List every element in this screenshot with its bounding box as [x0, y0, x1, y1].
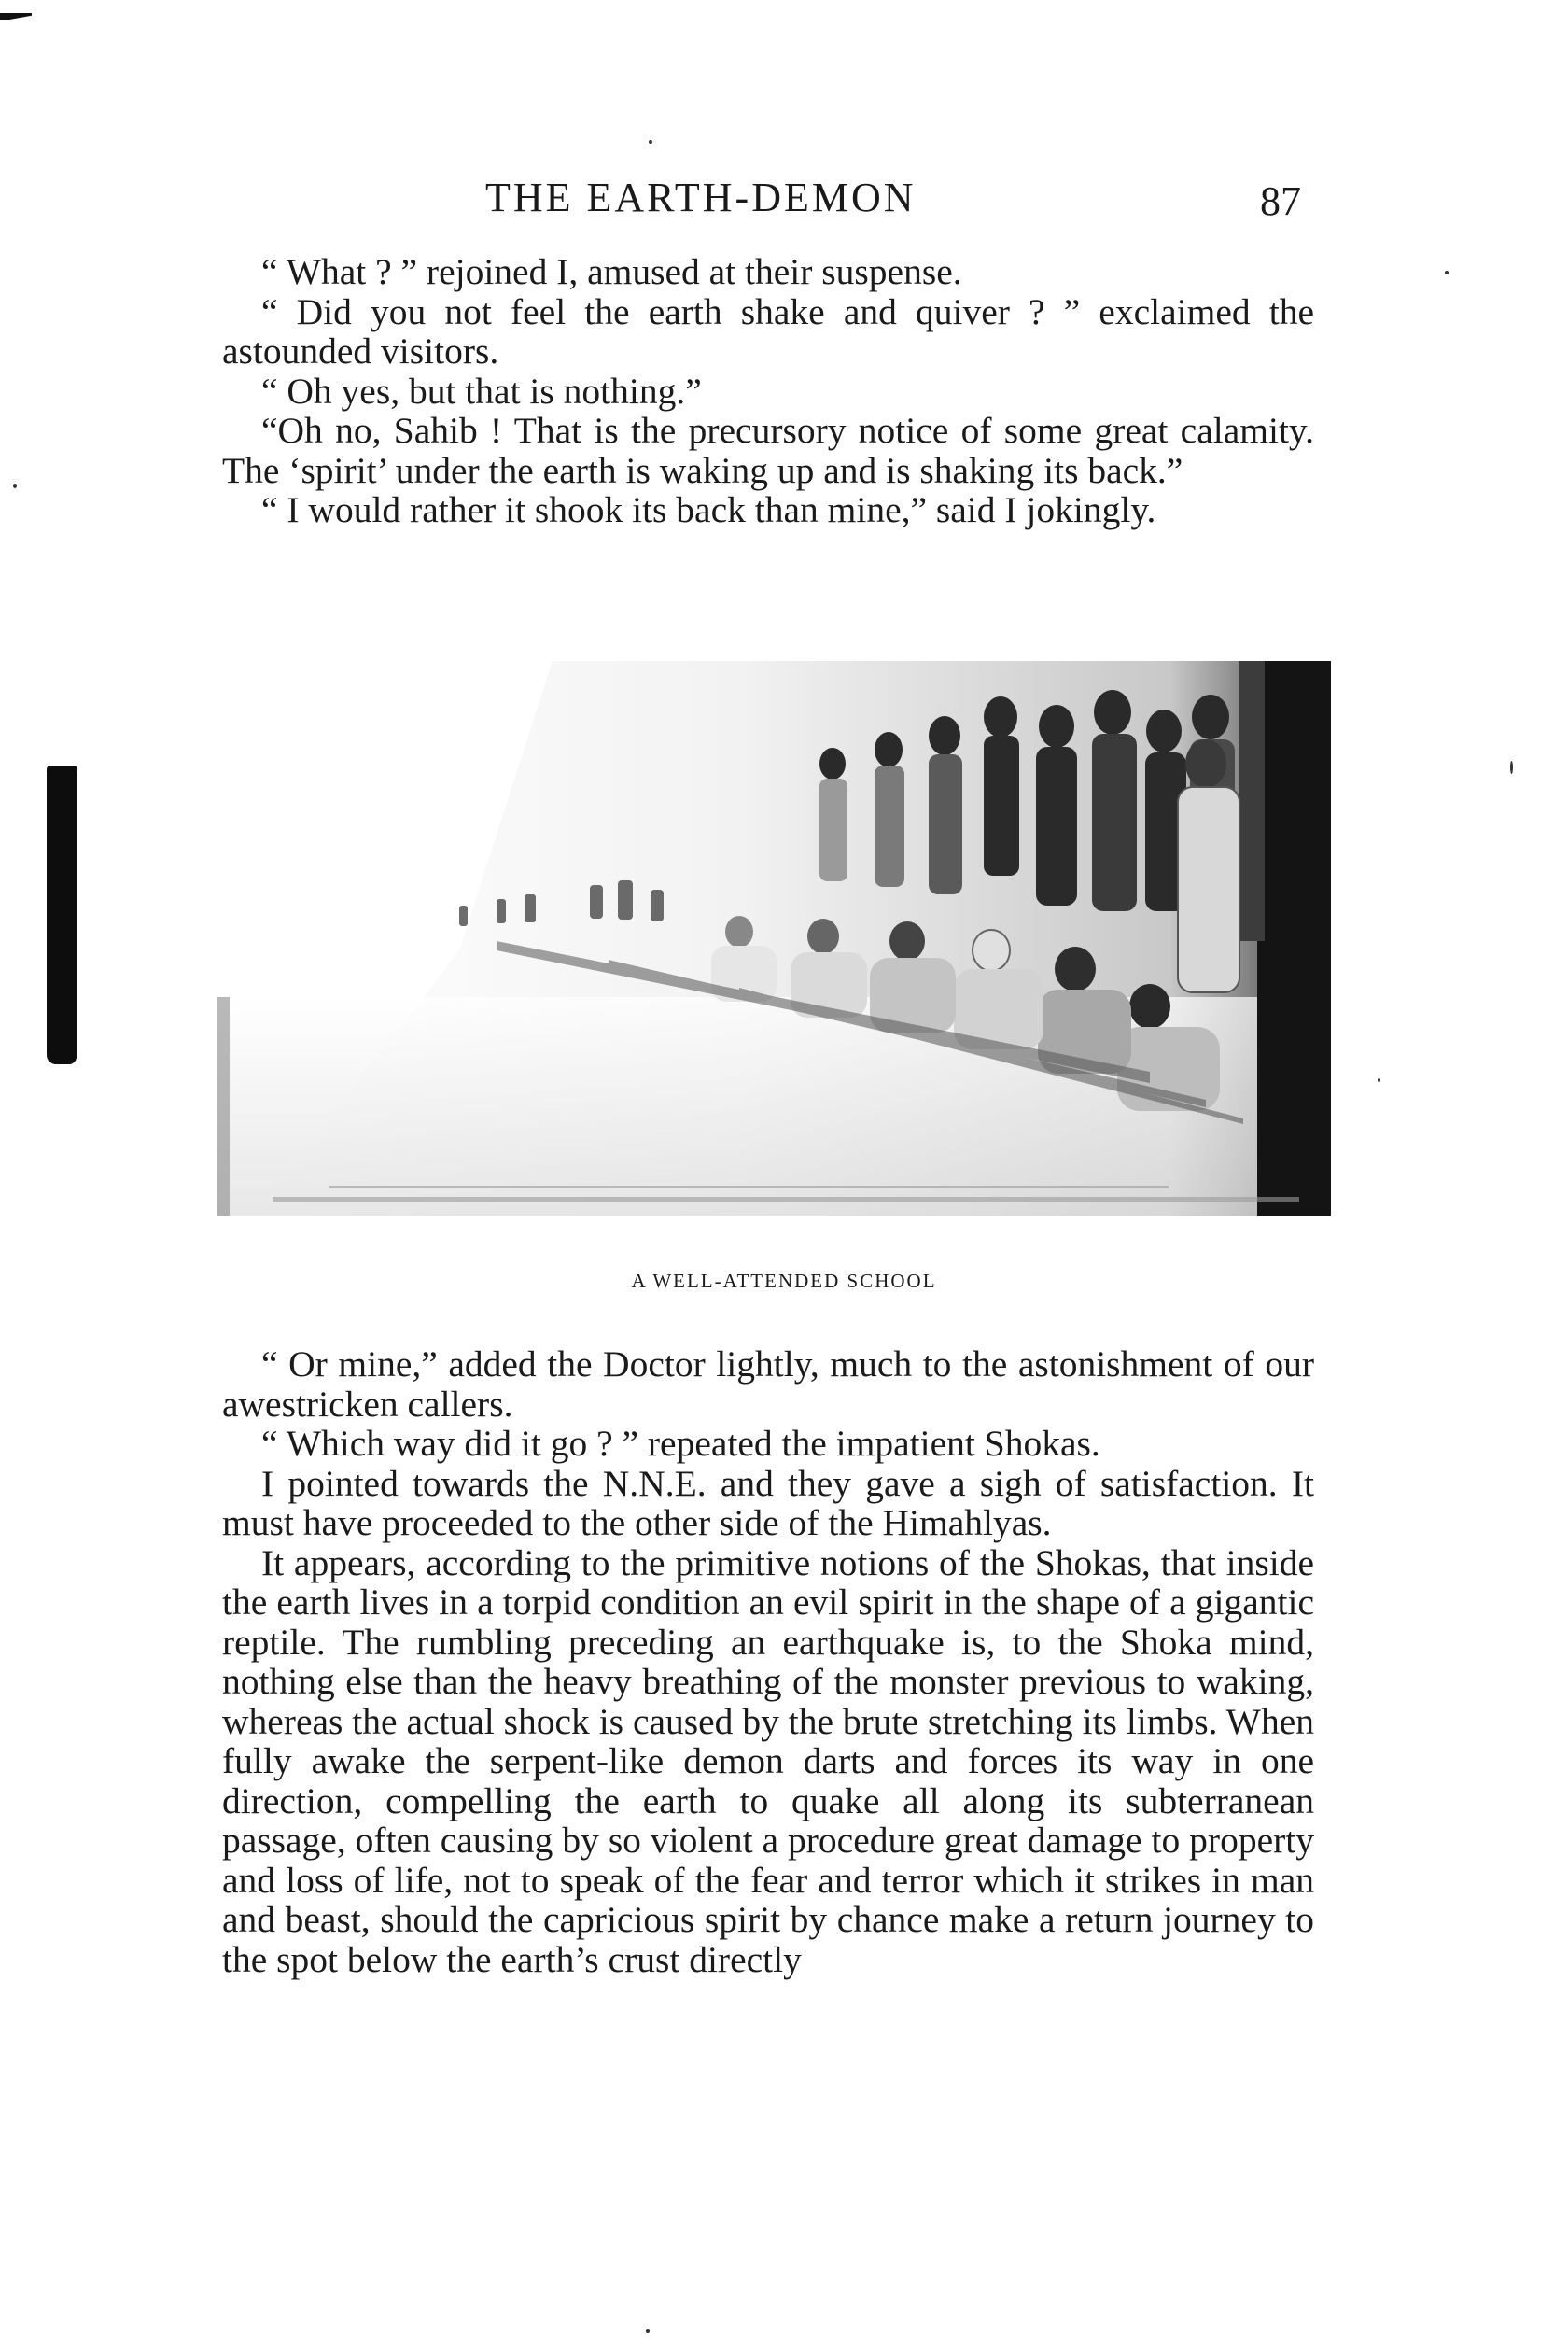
scan-speck: [1445, 271, 1449, 274]
scan-corner-mark: [0, 13, 32, 20]
scan-speck: [649, 140, 652, 144]
paragraph: “Oh no, Sahib ! That is the precursory notice of some great calamity. The ‘spirit’ under the earth is waking up and is shaking its back.”: [222, 410, 1314, 491]
paragraph: “ Oh yes, but that is nothing.”: [261, 370, 702, 412]
page-number: 87: [1260, 178, 1301, 224]
paragraph: “ Or mine,” added the Doctor lightly, much to the astonishment of our awestricken callers.: [222, 1343, 1314, 1425]
paragraph: It appears, according to the primitive notions of the Shokas, that inside the earth lives in a torpid condition an evil spirit in the shape of a gigantic reptile. The rumbling preceding an earthquake is, to the Shoka mind, nothing else than the heavy breathing of the monster previous to waking, whereas the actual shock is caused by the brute stretching its limbs. When fully awake the serpent-like demon darts and forces its way in one direction, compelling the earth to quake all along its subterranean passage, often causing by so violent a procedure great damage to property and loss of life, not to speak of the fear and terror which it strikes in man and beast, should the capricious spirit by chance make a return journey to the spot below the earth’s crust directly: [222, 1541, 1314, 1980]
scan-speck: [13, 484, 17, 488]
scan-speck: [1378, 1078, 1380, 1082]
text-block-bottom: [222, 1344, 1314, 1979]
text-block-top: [222, 252, 1314, 530]
paragraph: “ I would rather it shook its back than mine,” said I jokingly.: [261, 489, 1156, 530]
paragraph: I pointed towards the N.N.E. and they gave a sigh of satisfaction. It must have proceeded to the other side of the Himahlyas.: [222, 1462, 1314, 1543]
paragraph: “ What ? ” rejoined I, amused at their suspense.: [261, 251, 962, 292]
page-header: [0, 174, 1568, 230]
scan-edge-shadow: [47, 766, 77, 1064]
running-title: THE EARTH-DEMON: [485, 175, 917, 220]
figure-caption: A WELL-ATTENDED SCHOOL: [631, 1270, 937, 1292]
scan-speck: [646, 2329, 650, 2333]
paragraph: “ Which way did it go ? ” repeated the impatient Shokas.: [261, 1423, 1100, 1464]
scan-speck: [1510, 761, 1513, 774]
school-photograph: [217, 661, 1331, 1216]
paragraph: “ Did you not feel the earth shake and quiver ? ” exclaimed the astounded visitors.: [222, 290, 1314, 372]
